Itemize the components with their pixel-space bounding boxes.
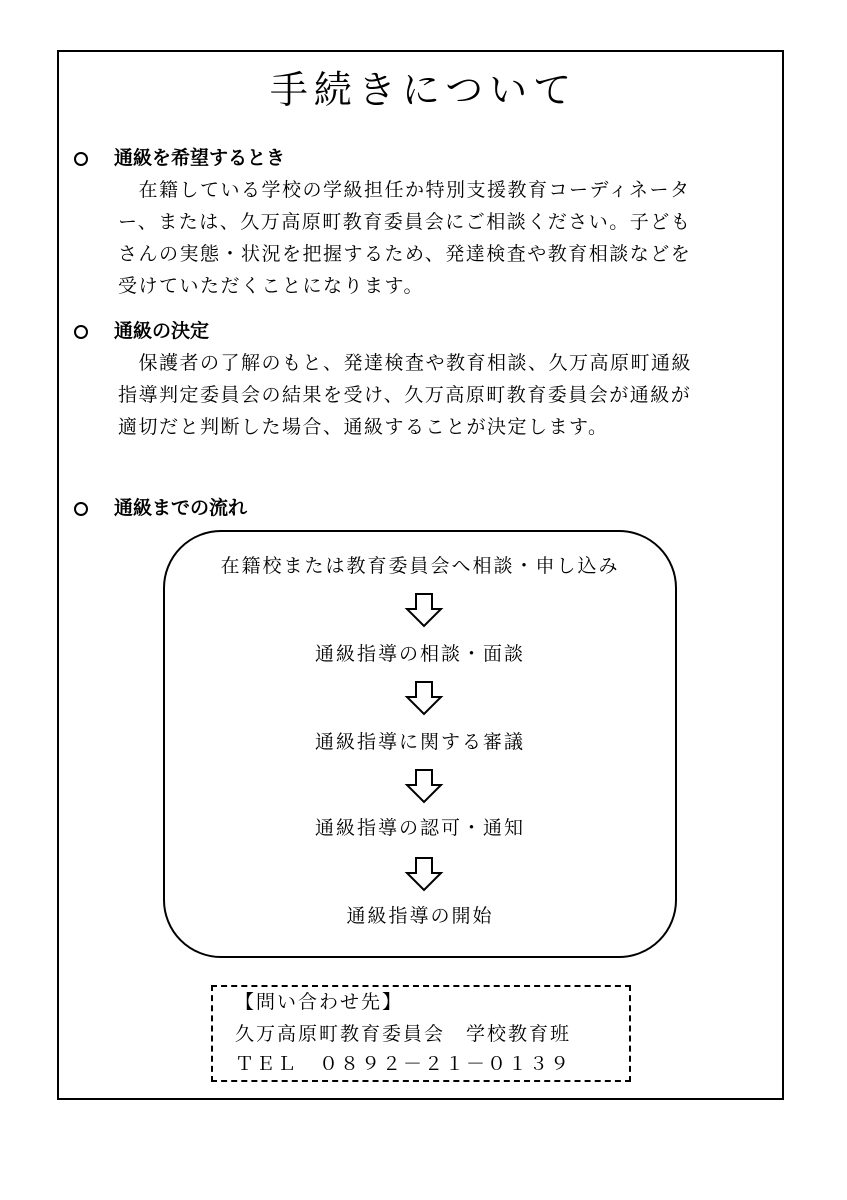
down-arrow-icon: [404, 768, 444, 804]
down-arrow-icon: [404, 856, 444, 892]
body-line: 保護者の了解のもと、発達検査や教育相談、久万高原町通級: [118, 352, 693, 374]
section-heading-label: 通級を希望するとき: [114, 147, 286, 169]
flow-step-start: 通級指導の開始: [346, 905, 494, 927]
section-heading-label: 通級の決定: [114, 320, 210, 342]
page-title: 手続きについて: [269, 68, 578, 112]
section-body-apply: [118, 174, 778, 302]
body-line: 受けていただくことになります。: [118, 275, 424, 297]
flow-step-approval: 通級指導の認可・通知: [314, 817, 525, 839]
body-line: ー、または、久万高原町教育委員会にご相談ください。子ども: [118, 211, 692, 233]
body-line: 在籍している学校の学級担任か特別支援教育コーディネータ: [118, 179, 691, 201]
section-heading-label: 通級までの流れ: [114, 497, 248, 519]
down-arrow-icon: [404, 680, 444, 716]
circle-bullet-icon: [74, 152, 88, 166]
down-arrow-icon: [404, 592, 444, 628]
contact-organization: 久万高原町教育委員会 学校教育班: [235, 1023, 572, 1045]
body-line: 指導判定委員会の結果を受け、久万高原町教育委員会が通級が: [118, 384, 692, 406]
flow-step-deliberation: 通級指導に関する審議: [314, 731, 525, 753]
circle-bullet-icon: [74, 502, 88, 516]
flow-step-interview: 通級指導の相談・面談: [314, 643, 525, 665]
circle-bullet-icon: [74, 325, 88, 339]
section-heading-apply: [70, 144, 285, 172]
body-line: さんの実態・状況を把握するため、発達検査や教育相談などを: [118, 243, 692, 265]
contact-box: [211, 985, 631, 1082]
contact-phone: ＴＥＬ ０８９２－２１－０１３９: [235, 1053, 572, 1075]
section-heading-flow: [70, 494, 247, 522]
body-line: 適切だと判断した場合、通級することが決定します。: [118, 416, 609, 438]
contact-heading: 【問い合わせ先】: [235, 991, 404, 1013]
section-heading-decision: [70, 317, 209, 345]
flow-step-consult: 在籍校または教育委員会へ相談・申し込み: [220, 555, 620, 577]
section-body-decision: [118, 347, 778, 443]
